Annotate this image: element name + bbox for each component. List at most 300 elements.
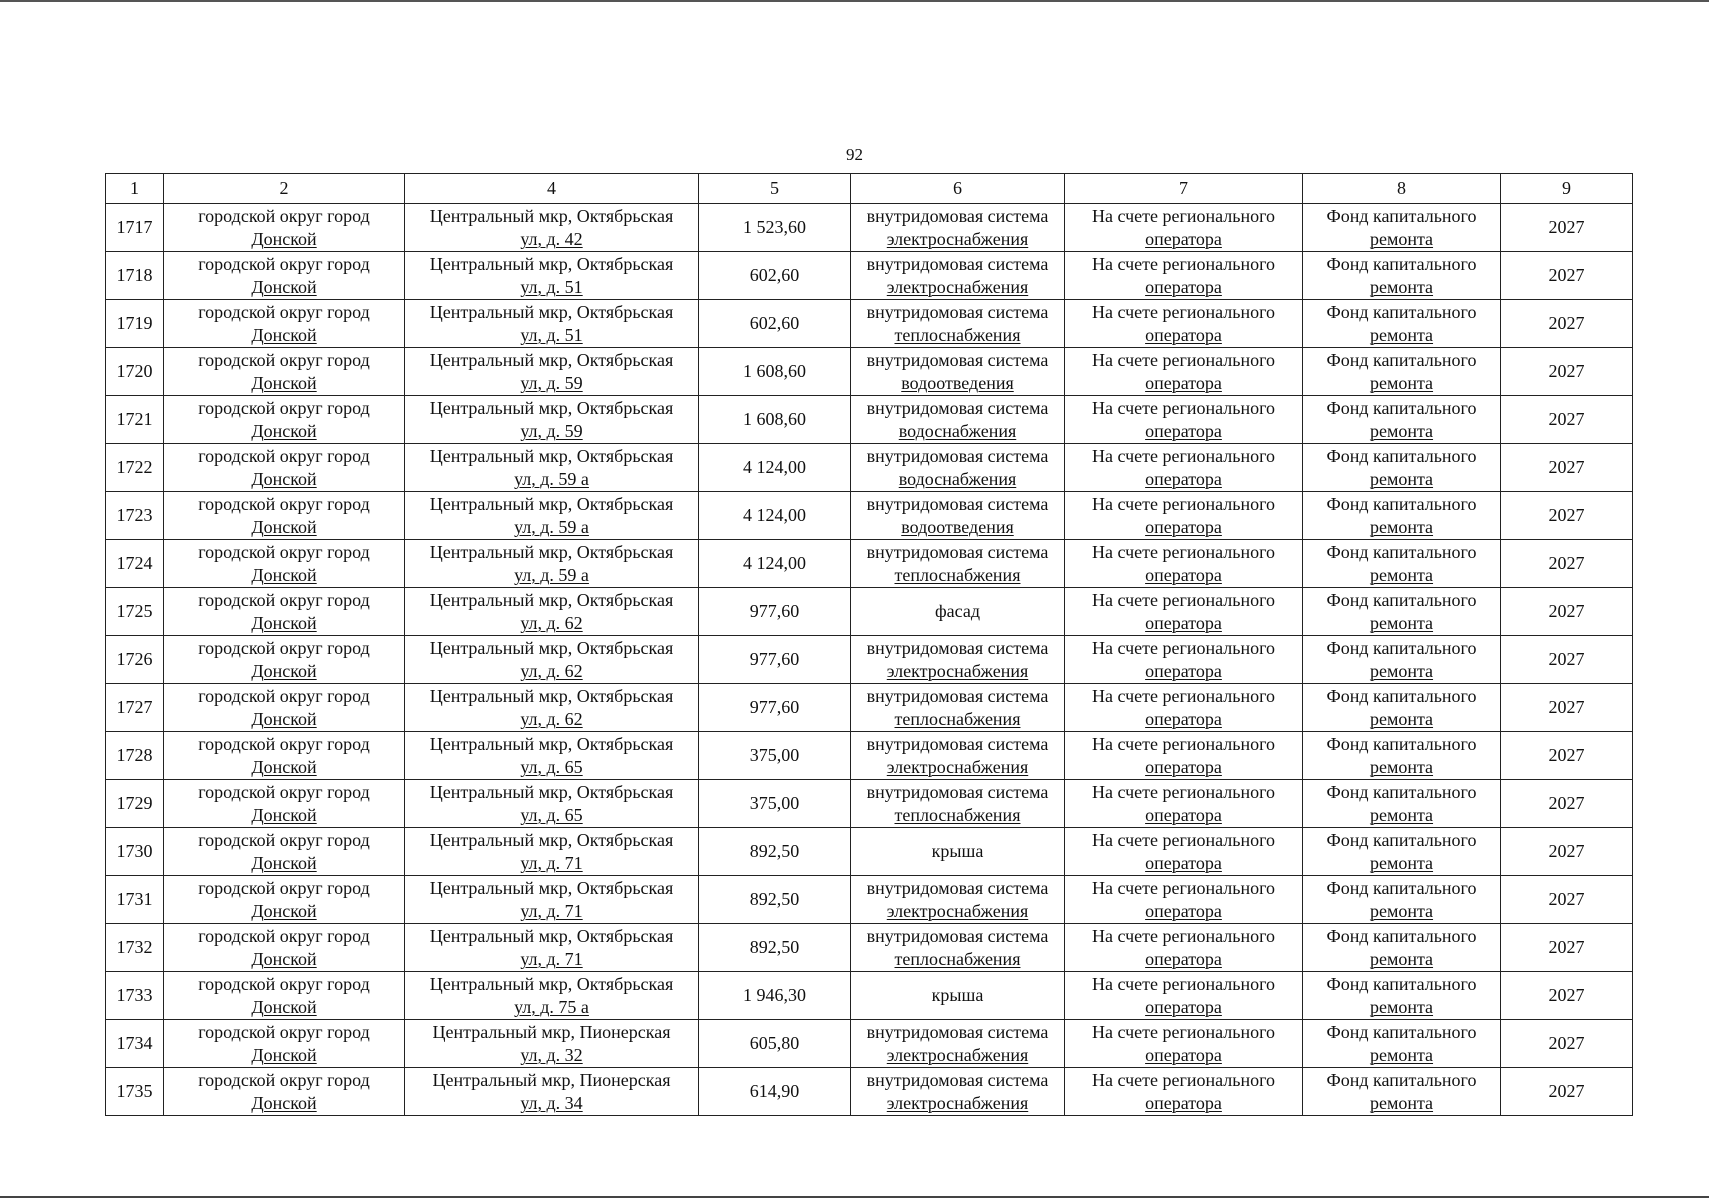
row-number-cell: 1725 [106,588,164,636]
fund-account-cell [1065,972,1303,1020]
municipality-cell [164,348,405,396]
address-cell [405,204,699,252]
funding-source-cell-line: Фонд капитального [1326,589,1477,610]
structural-element-cell-line: внутридомовая система [866,205,1049,226]
funding-source-cell [1303,924,1501,972]
municipality-cell-line: Донской [251,1044,317,1065]
funding-source-cell-line: ремонта [1369,420,1434,441]
address-cell [405,540,699,588]
fund-account-cell-line: оператора [1145,228,1222,249]
fund-account-cell-line: На счете регионального [1091,733,1276,754]
area-cell: 1 608,60 [699,396,851,444]
structural-element-cell [851,396,1065,444]
municipality-cell [164,636,405,684]
structural-element-cell [851,684,1065,732]
municipality-cell-line: Донской [251,852,317,873]
municipality-cell [164,204,405,252]
municipality-cell [164,444,405,492]
municipality-cell-line: городской округ город [198,685,370,706]
address-cell [405,732,699,780]
funding-source-cell [1303,732,1501,780]
structural-element-cell [851,444,1065,492]
address-cell-line: ул, д. 59 [520,372,583,393]
table-row [106,348,1633,396]
municipality-cell [164,540,405,588]
structural-element-cell-line: водоснабжения [898,420,1017,441]
year-cell: 2027 [1501,204,1633,252]
structural-element-cell-line: внутридомовая система [866,1021,1049,1042]
municipality-cell [164,924,405,972]
table-row [106,828,1633,876]
row-number-cell: 1727 [106,684,164,732]
fund-account-cell-line: На счете регионального [1091,973,1276,994]
structural-element-cell [851,588,1065,636]
year-cell: 2027 [1501,972,1633,1020]
municipality-cell [164,732,405,780]
funding-source-cell-line: ремонта [1369,228,1434,249]
row-number-cell: 1726 [106,636,164,684]
scan-edge-top [0,0,1709,2]
address-cell-line: ул, д. 51 [520,276,583,297]
funding-source-cell [1303,252,1501,300]
structural-element-cell-line: внутридомовая система [866,685,1049,706]
municipality-cell-line: городской округ город [198,973,370,994]
year-cell: 2027 [1501,732,1633,780]
address-cell [405,876,699,924]
municipality-cell-line: городской округ город [198,397,370,418]
funding-source-cell-line: Фонд капитального [1326,781,1477,802]
structural-element-cell-line: электроснабжения [886,756,1029,777]
funding-source-cell [1303,780,1501,828]
municipality-cell-line: Донской [251,564,317,585]
year-cell: 2027 [1501,780,1633,828]
fund-account-cell-line: На счете регионального [1091,1021,1276,1042]
structural-element-cell [851,204,1065,252]
municipality-cell-line: городской округ город [198,205,370,226]
fund-account-cell [1065,876,1303,924]
municipality-cell-line: городской округ город [198,733,370,754]
municipality-cell-line: Донской [251,804,317,825]
structural-element-cell-line: электроснабжения [886,228,1029,249]
table-row [106,780,1633,828]
municipality-cell-line: городской округ город [198,541,370,562]
funding-source-cell [1303,444,1501,492]
funding-source-cell-line: ремонта [1369,900,1434,921]
municipality-cell [164,828,405,876]
table-row [106,636,1633,684]
address-cell [405,444,699,492]
fund-account-cell [1065,780,1303,828]
fund-account-cell [1065,828,1303,876]
structural-element-cell-line: внутридомовая система [866,733,1049,754]
address-cell-line: Центральный мкр, Октябрьская [429,493,674,514]
row-number-cell: 1719 [106,300,164,348]
table-row [106,588,1633,636]
funding-source-cell-line: Фонд капитального [1326,349,1477,370]
municipality-cell-line: Донской [251,660,317,681]
area-cell: 1 523,60 [699,204,851,252]
funding-source-cell [1303,972,1501,1020]
table-row [106,204,1633,252]
fund-account-cell-line: оператора [1145,324,1222,345]
scan-edge-bottom [0,1196,1709,1198]
column-header: 7 [1065,174,1303,204]
area-cell: 4 124,00 [699,444,851,492]
fund-account-cell-line: оператора [1145,948,1222,969]
structural-element-cell [851,876,1065,924]
year-cell: 2027 [1501,348,1633,396]
year-cell: 2027 [1501,396,1633,444]
structural-element-cell-line: внутридомовая система [866,253,1049,274]
funding-source-cell-line: ремонта [1369,1092,1434,1113]
funding-source-cell-line: Фонд капитального [1326,541,1477,562]
funding-source-cell-line: ремонта [1369,564,1434,585]
address-cell-line: Центральный мкр, Октябрьская [429,733,674,754]
address-cell [405,252,699,300]
table-row [106,972,1633,1020]
structural-element-cell-line: внутридомовая система [866,301,1049,322]
area-cell: 602,60 [699,300,851,348]
area-cell: 892,50 [699,876,851,924]
municipality-cell-line: Донской [251,756,317,777]
funding-source-cell-line: ремонта [1369,1044,1434,1065]
municipality-cell [164,684,405,732]
funding-source-cell-line: ремонта [1369,372,1434,393]
year-cell: 2027 [1501,1068,1633,1116]
fund-account-cell-line: На счете регионального [1091,253,1276,274]
funding-source-cell-line: Фонд капитального [1326,1069,1477,1090]
funding-source-cell-line: ремонта [1369,468,1434,489]
address-cell-line: Центральный мкр, Октябрьская [429,877,674,898]
year-cell: 2027 [1501,636,1633,684]
structural-element-cell [851,252,1065,300]
row-number-cell: 1718 [106,252,164,300]
funding-source-cell-line: ремонта [1369,852,1434,873]
funding-source-cell-line: ремонта [1369,948,1434,969]
funding-source-cell [1303,1068,1501,1116]
municipality-cell [164,300,405,348]
structural-element-cell-line: электроснабжения [886,660,1029,681]
area-cell: 375,00 [699,780,851,828]
municipality-cell-line: городской округ город [198,301,370,322]
municipality-cell-line: городской округ город [198,781,370,802]
fund-account-cell-line: оператора [1145,900,1222,921]
structural-element-cell [851,636,1065,684]
fund-account-cell-line: оператора [1145,516,1222,537]
structural-element-cell-line: теплоснабжения [894,708,1021,729]
structural-element-cell [851,780,1065,828]
row-number-cell: 1733 [106,972,164,1020]
address-cell-line: ул, д. 62 [520,708,583,729]
structural-element-cell [851,540,1065,588]
municipality-cell-line: Донской [251,228,317,249]
funding-source-cell-line: Фонд капитального [1326,637,1477,658]
fund-account-cell [1065,540,1303,588]
structural-element-cell-line: внутридомовая система [866,925,1049,946]
municipality-cell-line: городской округ город [198,589,370,610]
funding-source-cell-line: Фонд капитального [1326,253,1477,274]
fund-account-cell-line: На счете регионального [1091,925,1276,946]
fund-account-cell [1065,1068,1303,1116]
municipality-cell-line: Донской [251,1092,317,1113]
funding-source-cell-line: Фонд капитального [1326,205,1477,226]
area-cell: 977,60 [699,636,851,684]
fund-account-cell-line: На счете регионального [1091,397,1276,418]
structural-element-cell-line: водоотведения [901,372,1014,393]
funding-source-cell [1303,300,1501,348]
structural-element-cell [851,972,1065,1020]
structural-element-cell [851,492,1065,540]
municipality-cell-line: Донской [251,708,317,729]
structural-element-cell-line: крыша [931,841,984,861]
address-cell [405,1068,699,1116]
header-row [106,174,1633,204]
fund-account-cell-line: оператора [1145,804,1222,825]
municipality-cell [164,492,405,540]
municipality-cell-line: городской округ город [198,925,370,946]
fund-account-cell [1065,492,1303,540]
row-number-cell: 1732 [106,924,164,972]
funding-source-cell-line: Фонд капитального [1326,685,1477,706]
table-row [106,876,1633,924]
fund-account-cell [1065,252,1303,300]
funding-source-cell-line: ремонта [1369,708,1434,729]
funding-source-cell-line: Фонд капитального [1326,733,1477,754]
municipality-cell-line: Донской [251,948,317,969]
row-number-cell: 1720 [106,348,164,396]
year-cell: 2027 [1501,492,1633,540]
funding-source-cell-line: Фонд капитального [1326,301,1477,322]
address-cell-line: ул, д. 59 [520,420,583,441]
fund-account-cell [1065,444,1303,492]
municipality-cell-line: Донской [251,324,317,345]
address-cell-line: Центральный мкр, Октябрьская [429,301,674,322]
funding-source-cell-line: ремонта [1369,324,1434,345]
funding-source-cell-line: ремонта [1369,804,1434,825]
fund-account-cell-line: На счете регионального [1091,685,1276,706]
funding-source-cell-line: ремонта [1369,660,1434,681]
column-header: 9 [1501,174,1633,204]
fund-account-cell-line: оператора [1145,564,1222,585]
municipality-cell-line: Донской [251,420,317,441]
address-cell-line: Центральный мкр, Пионерская [432,1069,671,1090]
fund-account-cell-line: оператора [1145,996,1222,1017]
fund-account-cell-line: На счете регионального [1091,637,1276,658]
fund-account-cell [1065,396,1303,444]
address-cell-line: ул, д. 59 а [514,468,589,489]
municipality-cell-line: Донской [251,900,317,921]
address-cell-line: Центральный мкр, Октябрьская [429,781,674,802]
area-cell: 375,00 [699,732,851,780]
municipality-cell-line: городской округ город [198,349,370,370]
municipality-cell-line: городской округ город [198,445,370,466]
funding-source-cell [1303,348,1501,396]
year-cell: 2027 [1501,444,1633,492]
address-cell [405,972,699,1020]
fund-account-cell-line: На счете регионального [1091,877,1276,898]
address-cell-line: ул, д. 62 [520,612,583,633]
funding-source-cell-line: ремонта [1369,612,1434,633]
area-cell: 1 946,30 [699,972,851,1020]
funding-source-cell-line: ремонта [1369,516,1434,537]
fund-account-cell-line: оператора [1145,1044,1222,1065]
row-number-cell: 1721 [106,396,164,444]
structural-element-cell-line: крыша [931,985,984,1005]
structural-element-cell-line: внутридомовая система [866,781,1049,802]
address-cell-line: Центральный мкр, Октябрьская [429,397,674,418]
row-number-cell: 1717 [106,204,164,252]
municipality-cell-line: городской округ город [198,493,370,514]
fund-account-cell-line: оператора [1145,708,1222,729]
table-row [106,252,1633,300]
funding-source-cell-line: Фонд капитального [1326,445,1477,466]
registry-table [105,173,1633,1116]
row-number-cell: 1735 [106,1068,164,1116]
fund-account-cell [1065,732,1303,780]
funding-source-cell [1303,876,1501,924]
municipality-cell [164,876,405,924]
fund-account-cell [1065,588,1303,636]
funding-source-cell [1303,492,1501,540]
area-cell: 4 124,00 [699,540,851,588]
address-cell [405,924,699,972]
address-cell-line: ул, д. 32 [520,1044,583,1065]
structural-element-cell-line: теплоснабжения [894,948,1021,969]
funding-source-cell [1303,204,1501,252]
year-cell: 2027 [1501,828,1633,876]
row-number-cell: 1728 [106,732,164,780]
table-row [106,684,1633,732]
address-cell-line: ул, д. 59 а [514,516,589,537]
address-cell [405,780,699,828]
funding-source-cell [1303,588,1501,636]
fund-account-cell-line: оператора [1145,660,1222,681]
year-cell: 2027 [1501,924,1633,972]
area-cell: 977,60 [699,588,851,636]
fund-account-cell-line: оператора [1145,276,1222,297]
address-cell-line: Центральный мкр, Октябрьская [429,349,674,370]
structural-element-cell-line: водоотведения [901,516,1014,537]
structural-element-cell-line: электроснабжения [886,1092,1029,1113]
address-cell-line: ул, д. 62 [520,660,583,681]
fund-account-cell [1065,636,1303,684]
municipality-cell-line: Донской [251,468,317,489]
fund-account-cell-line: оператора [1145,852,1222,873]
structural-element-cell-line: теплоснабжения [894,324,1021,345]
fund-account-cell [1065,348,1303,396]
municipality-cell [164,972,405,1020]
table-row [106,300,1633,348]
structural-element-cell [851,300,1065,348]
year-cell: 2027 [1501,540,1633,588]
page-number: 92 [846,145,863,164]
structural-element-cell [851,1020,1065,1068]
funding-source-cell [1303,828,1501,876]
funding-source-cell-line: Фонд капитального [1326,1021,1477,1042]
fund-account-cell-line: На счете регионального [1091,493,1276,514]
funding-source-cell-line: ремонта [1369,276,1434,297]
structural-element-cell [851,348,1065,396]
municipality-cell-line: Донской [251,516,317,537]
fund-account-cell-line: На счете регионального [1091,301,1276,322]
address-cell [405,348,699,396]
funding-source-cell-line: Фонд капитального [1326,973,1477,994]
table-row [106,444,1633,492]
area-cell: 977,60 [699,684,851,732]
municipality-cell [164,396,405,444]
area-cell: 614,90 [699,1068,851,1116]
table-row [106,924,1633,972]
address-cell-line: ул, д. 71 [520,900,583,921]
structural-element-cell-line: водоснабжения [898,468,1017,489]
address-cell [405,588,699,636]
address-cell-line: Центральный мкр, Октябрьская [429,685,674,706]
structural-element-cell [851,924,1065,972]
structural-element-cell-line: теплоснабжения [894,804,1021,825]
address-cell [405,636,699,684]
address-cell [405,828,699,876]
address-cell [405,492,699,540]
area-cell: 892,50 [699,924,851,972]
funding-source-cell [1303,540,1501,588]
municipality-cell-line: городской округ город [198,253,370,274]
address-cell-line: ул, д. 71 [520,948,583,969]
table-row [106,540,1633,588]
structural-element-cell-line: внутридомовая система [866,541,1049,562]
column-header: 4 [405,174,699,204]
area-cell: 605,80 [699,1020,851,1068]
funding-source-cell-line: Фонд капитального [1326,829,1477,850]
municipality-cell-line: городской округ город [198,1069,370,1090]
funding-source-cell [1303,636,1501,684]
structural-element-cell-line: теплоснабжения [894,564,1021,585]
fund-account-cell [1065,300,1303,348]
fund-account-cell-line: оператора [1145,372,1222,393]
area-cell: 602,60 [699,252,851,300]
funding-source-cell-line: Фонд капитального [1326,397,1477,418]
structural-element-cell-line: внутридомовая система [866,493,1049,514]
funding-source-cell-line: Фонд капитального [1326,493,1477,514]
structural-element-cell-line: электроснабжения [886,1044,1029,1065]
year-cell: 2027 [1501,684,1633,732]
structural-element-cell-line: внутридомовая система [866,1069,1049,1090]
fund-account-cell-line: оператора [1145,1092,1222,1113]
address-cell [405,300,699,348]
address-cell-line: ул, д. 71 [520,852,583,873]
column-header: 6 [851,174,1065,204]
structural-element-cell [851,1068,1065,1116]
fund-account-cell [1065,924,1303,972]
fund-account-cell-line: На счете регионального [1091,205,1276,226]
municipality-cell-line: Донской [251,612,317,633]
address-cell-line: Центральный мкр, Октябрьская [429,445,674,466]
municipality-cell-line: Донской [251,372,317,393]
row-number-cell: 1729 [106,780,164,828]
municipality-cell-line: городской округ город [198,637,370,658]
year-cell: 2027 [1501,876,1633,924]
area-cell: 4 124,00 [699,492,851,540]
address-cell-line: ул, д. 42 [520,228,583,249]
area-cell: 1 608,60 [699,348,851,396]
year-cell: 2027 [1501,252,1633,300]
address-cell-line: Центральный мкр, Октябрьская [429,205,674,226]
table-row [106,1020,1633,1068]
address-cell-line: ул, д. 75 а [514,996,589,1017]
municipality-cell-line: городской округ город [198,877,370,898]
fund-account-cell-line: На счете регионального [1091,829,1276,850]
fund-account-cell [1065,1020,1303,1068]
municipality-cell-line: Донской [251,276,317,297]
